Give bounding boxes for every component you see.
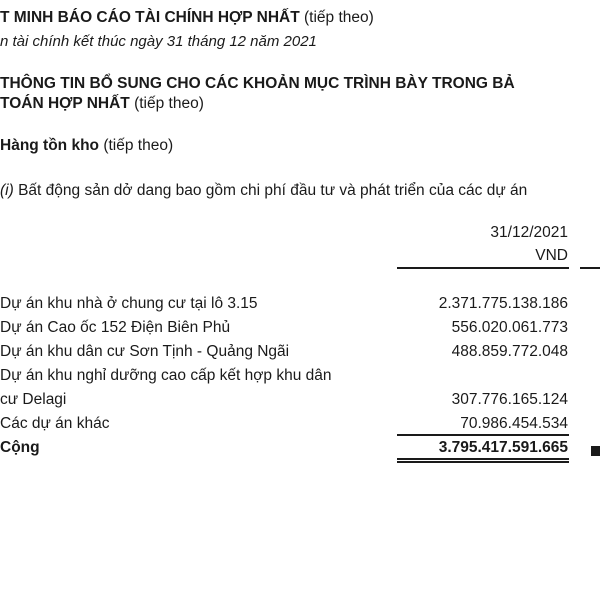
section-title-line2-main: TOÁN HỢP NHẤT bbox=[0, 95, 130, 112]
subsection-title bbox=[0, 138, 173, 154]
note-marker: (i) bbox=[0, 182, 14, 199]
report-period: n tài chính kết thúc ngày 31 tháng 12 năm 2021 bbox=[0, 33, 317, 50]
section-title-line2 bbox=[0, 96, 204, 112]
table-row-label: Các dự án khác bbox=[0, 415, 110, 432]
table-row-value: 2.371.775.138.186 bbox=[438, 295, 568, 312]
table-row-value: 556.020.061.773 bbox=[451, 319, 568, 336]
report-title-main: T MINH BÁO CÁO TÀI CHÍNH HỢP NHẤT bbox=[0, 9, 300, 26]
total-label: Cộng bbox=[0, 439, 40, 456]
table-row-label: Dự án Cao ốc 152 Điện Biên Phủ bbox=[0, 319, 231, 336]
note-text bbox=[0, 183, 527, 199]
section-title-line1: THÔNG TIN BỔ SUNG CHO CÁC KHOẢN MỤC TRÌNH BÀY TRONG BẢ bbox=[0, 75, 515, 92]
section-title-line2-suffix: (tiếp theo) bbox=[129, 95, 204, 112]
table-row-value: 70.986.454.534 bbox=[460, 415, 568, 432]
total-value: 3.795.417.591.665 bbox=[438, 439, 568, 456]
column-unit: VND bbox=[535, 247, 568, 264]
table-row-label-continued: cư Delagi bbox=[0, 391, 67, 408]
total-next-column-mark bbox=[591, 446, 600, 456]
table-row-label: Dự án khu nhà ở chung cư tại lô 3.15 bbox=[0, 295, 258, 312]
column-date: 31/12/2021 bbox=[490, 224, 568, 241]
table-row-label: Dự án khu nghỉ dưỡng cao cấp kết hợp khu dân bbox=[0, 367, 332, 384]
subsection-title-main: Hàng tồn kho bbox=[0, 137, 100, 154]
total-double-rule-bottom bbox=[397, 461, 569, 463]
subsection-title-suffix: (tiếp theo) bbox=[99, 137, 174, 154]
table-row-value: 488.859.772.048 bbox=[451, 343, 568, 360]
column-header-rule-next bbox=[580, 267, 600, 269]
report-title-suffix: (tiếp theo) bbox=[299, 9, 374, 26]
column-header-rule bbox=[397, 267, 569, 269]
table-row-label: Dự án khu dân cư Sơn Tịnh - Quảng Ngãi bbox=[0, 343, 290, 360]
subtotal-rule bbox=[397, 434, 569, 436]
report-title bbox=[0, 10, 374, 26]
total-double-rule-top bbox=[397, 458, 569, 460]
note-body: Bất động sản dở dang bao gồm chi phí đầu tư và phát triển của các dự án bbox=[13, 182, 528, 199]
table-row-value: 307.776.165.124 bbox=[451, 391, 568, 408]
